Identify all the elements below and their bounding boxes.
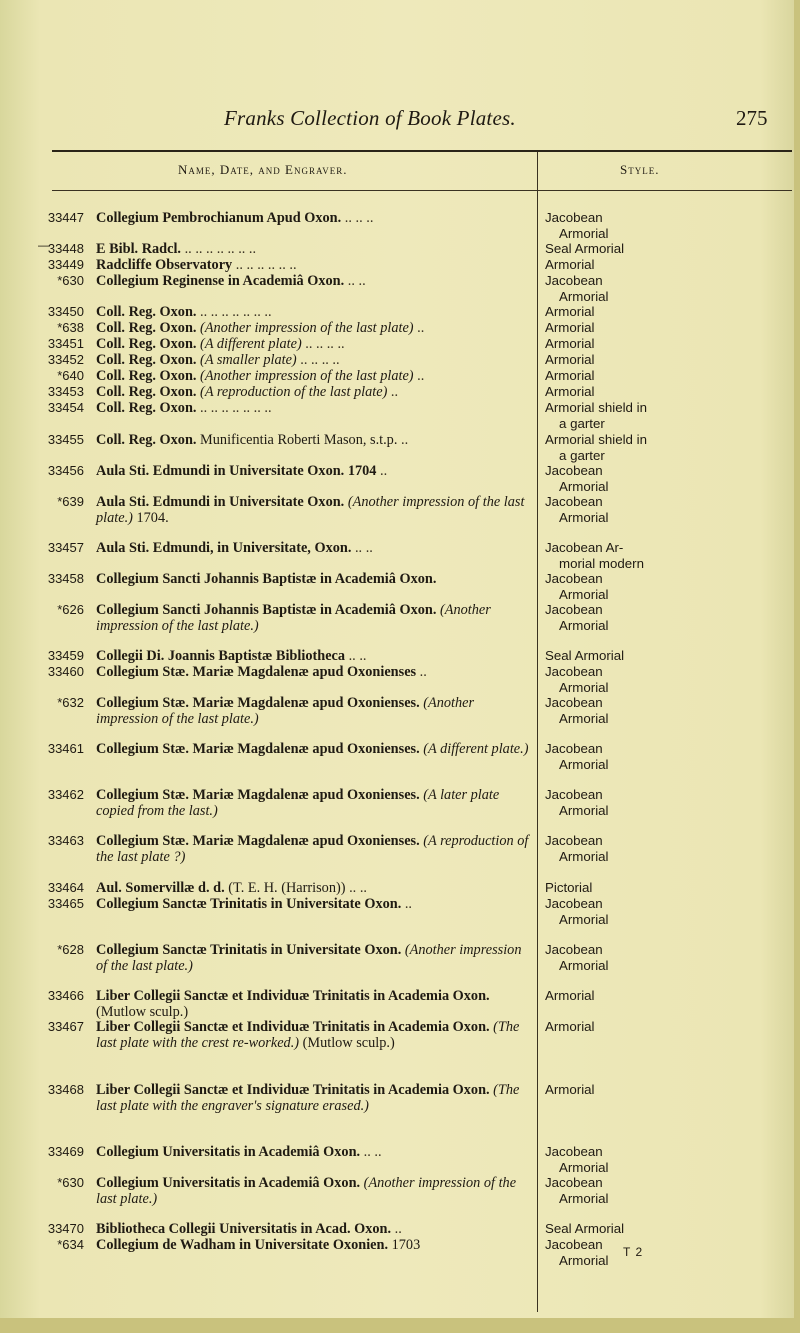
entry-style xyxy=(545,273,790,304)
page-number: 275 xyxy=(736,106,768,130)
entry-style xyxy=(545,463,790,494)
leader-dots: .. xyxy=(391,1221,402,1237)
entry-style xyxy=(545,787,790,818)
entry-number: 33459 xyxy=(47,648,84,663)
style-line: a garter xyxy=(559,415,605,431)
entry-number: 33451 xyxy=(47,336,84,351)
entry-number: *630 xyxy=(57,273,84,288)
entry-title xyxy=(96,880,530,896)
style-line: a garter xyxy=(559,447,605,463)
entry-number: 33469 xyxy=(47,1144,84,1159)
column-heading-name: Name, Date, and Engraver. xyxy=(178,162,348,177)
leader-dots: .. .. xyxy=(344,273,366,289)
style-line: Jacobean xyxy=(545,494,603,509)
style-line: Armorial shield in xyxy=(545,432,647,447)
style-line: Seal Armorial xyxy=(545,241,625,256)
leader-dots: .. .. .. .. xyxy=(301,336,345,352)
style-line: Armorial xyxy=(545,384,595,399)
entry-number: 33455 xyxy=(47,432,84,447)
entry-number: 33470 xyxy=(47,1221,84,1236)
entry-name: Coll. Reg. Oxon. xyxy=(96,352,197,368)
entry-title xyxy=(96,540,530,556)
entry-note: (Another impression of the last plate.) xyxy=(96,494,525,527)
entry-style xyxy=(545,1082,790,1098)
entry-style xyxy=(545,741,790,772)
style-line: Jacobean xyxy=(545,741,603,756)
entry-style xyxy=(545,880,790,896)
entry-note: (The last plate with the engraver's signature erased.) xyxy=(96,1082,520,1115)
entry-name: Collegium de Wadham in Universitate Oxonien. xyxy=(96,1237,389,1253)
entry-number: *626 xyxy=(57,602,84,617)
style-line: Jacobean xyxy=(545,273,603,288)
entry-name: Bibliotheca Collegii Universitatis in Acad. Oxon. xyxy=(96,1221,392,1237)
entry-number: *632 xyxy=(57,695,84,710)
style-line: Jacobean xyxy=(545,1175,603,1190)
leader-dots: .. .. .. .. xyxy=(296,352,340,368)
entry-style xyxy=(545,352,790,368)
entry-style xyxy=(545,942,790,973)
leader-dots: .. .. .. .. .. .. .. xyxy=(181,241,257,257)
entry-style xyxy=(545,1237,790,1268)
entry-title xyxy=(96,494,530,526)
entry-name: Collegium Stæ. Mariæ Magdalenæ apud Oxonienses. xyxy=(96,787,420,803)
style-line: Armorial shield in xyxy=(545,400,647,415)
style-line: Jacobean Ar- xyxy=(545,540,624,555)
entry-note: (A reproduction of the last plate ?) xyxy=(96,833,529,866)
leader-dots: .. .. xyxy=(345,648,367,664)
style-line: Armorial xyxy=(545,368,595,383)
entry-title xyxy=(96,648,530,664)
entry-style xyxy=(545,695,790,726)
entry-number: 33465 xyxy=(47,896,84,911)
entry-title xyxy=(96,695,530,727)
entry-name: Coll. Reg. Oxon. xyxy=(96,304,197,320)
entry-name: Collegium Stæ. Mariæ Magdalenæ apud Oxonienses. xyxy=(96,833,420,849)
style-line: Armorial xyxy=(559,1190,609,1206)
style-line: Jacobean xyxy=(545,942,603,957)
entry-name: E Bibl. Radcl. xyxy=(96,241,182,257)
entry-name: Coll. Reg. Oxon. xyxy=(96,336,197,352)
entry-title xyxy=(96,741,530,757)
entry-number: 33450 xyxy=(47,304,84,319)
signature-mark: T 2 xyxy=(623,1245,644,1259)
entry-style xyxy=(545,540,790,571)
entry-title xyxy=(96,352,530,368)
entry-note: (A different plate.) xyxy=(419,741,529,757)
entry-title xyxy=(96,336,530,352)
style-line: morial modern xyxy=(559,555,644,571)
entry-number: 33454 xyxy=(47,400,84,415)
entry-title xyxy=(96,320,530,336)
entry-title xyxy=(96,1175,530,1207)
entry-name: Liber Collegii Sanctæ et Individuæ Trinitatis in Academia Oxon. xyxy=(96,988,490,1004)
entry-number: 33449 xyxy=(47,257,84,272)
leader-dots: .. xyxy=(401,896,413,912)
entry-number: 33447 xyxy=(47,210,84,225)
entry-extra: (Mutlow sculp.) xyxy=(96,1004,189,1021)
entry-note: (Another impression of the last plate) xyxy=(196,368,414,384)
entry-title xyxy=(96,273,530,289)
entry-title xyxy=(96,1237,530,1253)
leader-dots: .. .. xyxy=(360,1144,382,1160)
style-line: Pictorial xyxy=(545,880,593,895)
entry-number: 33463 xyxy=(47,833,84,848)
entry-note: (Another impression of the last plate.) xyxy=(96,942,522,975)
entry-style xyxy=(545,494,790,525)
entry-name: Coll. Reg. Oxon. xyxy=(96,432,197,448)
entry-title xyxy=(96,942,530,974)
entry-extra: Munificentia Roberti Mason, s.t.p. xyxy=(196,432,398,448)
entry-title xyxy=(96,384,530,400)
style-line: Armorial xyxy=(545,257,595,272)
entry-extra: 1703 xyxy=(388,1237,421,1253)
entry-title xyxy=(96,988,530,1020)
entry-name: Collegium Stæ. Mariæ Magdalenæ apud Oxonienses. xyxy=(96,695,420,711)
entry-style xyxy=(545,1221,790,1237)
entry-title xyxy=(96,833,530,865)
style-line: Armorial xyxy=(559,288,609,304)
entry-name: Liber Collegii Sanctæ et Individuæ Trinitatis in Academia Oxon. xyxy=(96,1082,490,1098)
style-line: Jacobean xyxy=(545,833,603,848)
style-line: Armorial xyxy=(545,988,595,1003)
entry-extra: (Mutlow sculp.) xyxy=(299,1035,395,1052)
style-line: Armorial xyxy=(559,509,609,525)
page-bottom-edge xyxy=(0,1318,800,1333)
entry-style xyxy=(545,384,790,400)
entry-name: Collegium Sanctæ Trinitatis in Universitate Oxon. xyxy=(96,896,402,912)
style-line: Armorial xyxy=(545,336,595,351)
leader-dots: .. xyxy=(413,368,425,384)
entry-note: (Another impression of the last plate.) xyxy=(96,602,491,635)
entry-name: Coll. Reg. Oxon. xyxy=(96,320,197,336)
entry-style xyxy=(545,241,790,257)
entry-title xyxy=(96,257,530,273)
style-line: Jacobean xyxy=(545,896,603,911)
leader-dots: .. .. .. xyxy=(341,210,374,226)
entry-name: Collegium Universitatis in Academiâ Oxon. xyxy=(96,1175,361,1191)
entry-title xyxy=(96,304,530,320)
style-line: Armorial xyxy=(559,848,609,864)
style-line: Armorial xyxy=(545,304,595,319)
style-line: Jacobean xyxy=(545,602,603,617)
style-line: Armorial xyxy=(559,957,609,973)
entry-style xyxy=(545,1175,790,1206)
style-line: Jacobean xyxy=(545,571,603,586)
entry-name: Collegium Stæ. Mariæ Magdalenæ apud Oxonienses. xyxy=(96,741,420,757)
style-line: Armorial xyxy=(559,617,609,633)
entry-style xyxy=(545,368,790,384)
entry-title xyxy=(96,400,530,416)
style-line: Armorial xyxy=(559,710,609,726)
entry-note: (The last plate with the crest re-worked.) xyxy=(96,1019,520,1052)
entry-title xyxy=(96,1082,530,1114)
entry-style xyxy=(545,896,790,927)
leader-dots: .. .. .. .. .. .. .. xyxy=(196,304,272,320)
entry-style xyxy=(545,1144,790,1175)
entry-title xyxy=(96,787,530,819)
style-line: Armorial xyxy=(559,679,609,695)
style-line: Armorial xyxy=(559,802,609,818)
entry-number: 33448 xyxy=(47,241,84,256)
entry-name: Collegium Sancti Johannis Baptistæ in Academiâ Oxon. xyxy=(96,602,437,618)
entry-number: 33464 xyxy=(47,880,84,895)
entry-note: (Another impression of the last plate.) xyxy=(96,1175,517,1208)
entry-name: Collegium Pembrochianum Apud Oxon. xyxy=(96,210,342,226)
entry-note: (A reproduction of the last plate) xyxy=(196,384,388,400)
entry-title xyxy=(96,1144,530,1160)
leader-dots: .. .. .. .. .. .. xyxy=(232,257,297,273)
entry-title xyxy=(96,664,530,680)
entry-number: *639 xyxy=(57,494,84,509)
entry-note: (A different plate) xyxy=(196,336,302,352)
entry-number: 33461 xyxy=(47,741,84,756)
entry-style xyxy=(545,432,790,463)
style-line: Jacobean xyxy=(545,664,603,679)
entry-name: Aula Sti. Edmundi in Universitate Oxon. xyxy=(96,494,345,510)
entry-style xyxy=(545,602,790,633)
entry-style xyxy=(545,648,790,664)
entry-name: Liber Collegii Sanctæ et Individuæ Trinitatis in Academia Oxon. xyxy=(96,1019,490,1035)
style-line: Jacobean xyxy=(545,695,603,710)
entry-name: Aula Sti. Edmundi, in Universitate, Oxon. xyxy=(96,540,352,556)
entry-number: *630 xyxy=(57,1175,84,1190)
entry-extra: 1704. xyxy=(132,510,169,527)
leader-dots: .. xyxy=(416,664,427,680)
entry-number: 33462 xyxy=(47,787,84,802)
entry-style xyxy=(545,988,790,1004)
entry-name: Collegium Stæ. Mariæ Magdalenæ apud Oxonienses xyxy=(96,664,417,680)
entry-name: Coll. Reg. Oxon. xyxy=(96,400,197,416)
entry-note: (A later plate copied from the last.) xyxy=(96,787,500,820)
leader-dots: .. xyxy=(413,320,425,336)
entry-number: 33466 xyxy=(47,988,84,1003)
entry-name: Collegium Sanctæ Trinitatis in Universitate Oxon. xyxy=(96,942,402,958)
entry-note: (Another impression of the last plate.) xyxy=(96,695,475,728)
style-line: Jacobean xyxy=(545,1144,603,1159)
entry-number: *634 xyxy=(57,1237,84,1252)
entry-number: *638 xyxy=(57,320,84,335)
style-line: Jacobean xyxy=(545,463,603,478)
style-line: Jacobean xyxy=(545,1237,603,1252)
entry-style xyxy=(545,320,790,336)
entry-name: Collegium Universitatis in Academiâ Oxon. xyxy=(96,1144,361,1160)
entry-title xyxy=(96,432,530,448)
entry-style xyxy=(545,336,790,352)
entry-name: Collegium Reginense in Academiâ Oxon. xyxy=(96,273,345,289)
column-heading-style: Style. xyxy=(620,162,660,177)
entry-title xyxy=(96,896,530,912)
entry-number: *640 xyxy=(57,368,84,383)
style-line: Armorial xyxy=(559,1252,609,1268)
leader-dots: .. .. .. .. .. .. .. xyxy=(196,400,272,416)
entry-note: (Another impression of the last plate) xyxy=(196,320,414,336)
entry-name: Collegii Di. Joannis Baptistæ Bibliotheca xyxy=(96,648,346,664)
entry-name: Radcliffe Observatory xyxy=(96,257,233,273)
leader-dots: .. xyxy=(376,463,388,479)
entry-name: Aula Sti. Edmundi in Universitate Oxon. 1704 xyxy=(96,463,377,479)
entry-number: 33458 xyxy=(47,571,84,586)
entry-name: Collegium Sancti Johannis Baptistæ in Academiâ Oxon. xyxy=(96,571,437,587)
entry-style xyxy=(545,210,790,241)
style-line: Jacobean xyxy=(545,210,603,225)
entry-style xyxy=(545,833,790,864)
entry-style xyxy=(545,400,790,431)
entry-title xyxy=(96,1221,530,1237)
entry-number: 33453 xyxy=(47,384,84,399)
style-line: Armorial xyxy=(559,1159,609,1175)
style-line: Armorial xyxy=(545,352,595,367)
entry-number: 33460 xyxy=(47,664,84,679)
entry-title xyxy=(96,210,530,226)
style-line: Jacobean xyxy=(545,787,603,802)
leader-dots: .. xyxy=(387,384,399,400)
entry-style xyxy=(545,571,790,602)
style-line: Armorial xyxy=(559,478,609,494)
entry-number: 33467 xyxy=(47,1019,84,1034)
entry-number: *628 xyxy=(57,942,84,957)
leader-dots: .. .. xyxy=(351,540,373,556)
running-title: Franks Collection of Book Plates. xyxy=(224,106,516,130)
entry-title xyxy=(96,571,530,587)
entry-extra: (T. E. H. (Harrison)) xyxy=(224,880,346,896)
style-line: Armorial xyxy=(559,586,609,602)
style-line: Seal Armorial xyxy=(545,648,625,663)
entry-style xyxy=(545,257,790,273)
entry-name: Aul. Somervillæ d. d. xyxy=(96,880,225,896)
entry-title xyxy=(96,368,530,384)
entry-title xyxy=(96,1019,530,1051)
entry-title xyxy=(96,463,530,479)
entry-title xyxy=(96,241,530,257)
entry-number: 33456 xyxy=(47,463,84,478)
entry-name: Coll. Reg. Oxon. xyxy=(96,384,197,400)
entry-title xyxy=(96,602,530,634)
entry-name: Coll. Reg. Oxon. xyxy=(96,368,197,384)
style-line: Armorial xyxy=(559,225,609,241)
entry-note: (A smaller plate) xyxy=(196,352,297,368)
entry-number: 33452 xyxy=(47,352,84,367)
style-line: Armorial xyxy=(545,1082,595,1097)
entry-style xyxy=(545,304,790,320)
style-line: Armorial xyxy=(545,320,595,335)
style-line: Armorial xyxy=(559,911,609,927)
entry-number: 33457 xyxy=(47,540,84,555)
marginal-annotation: — xyxy=(38,238,50,252)
entry-number: 33468 xyxy=(47,1082,84,1097)
style-line: Armorial xyxy=(559,756,609,772)
entry-style xyxy=(545,1019,790,1035)
entry-style xyxy=(545,664,790,695)
style-line: Armorial xyxy=(545,1019,595,1034)
leader-dots: .. .. xyxy=(345,880,367,896)
style-line: Seal Armorial xyxy=(545,1221,625,1236)
leader-dots: .. xyxy=(397,432,409,448)
